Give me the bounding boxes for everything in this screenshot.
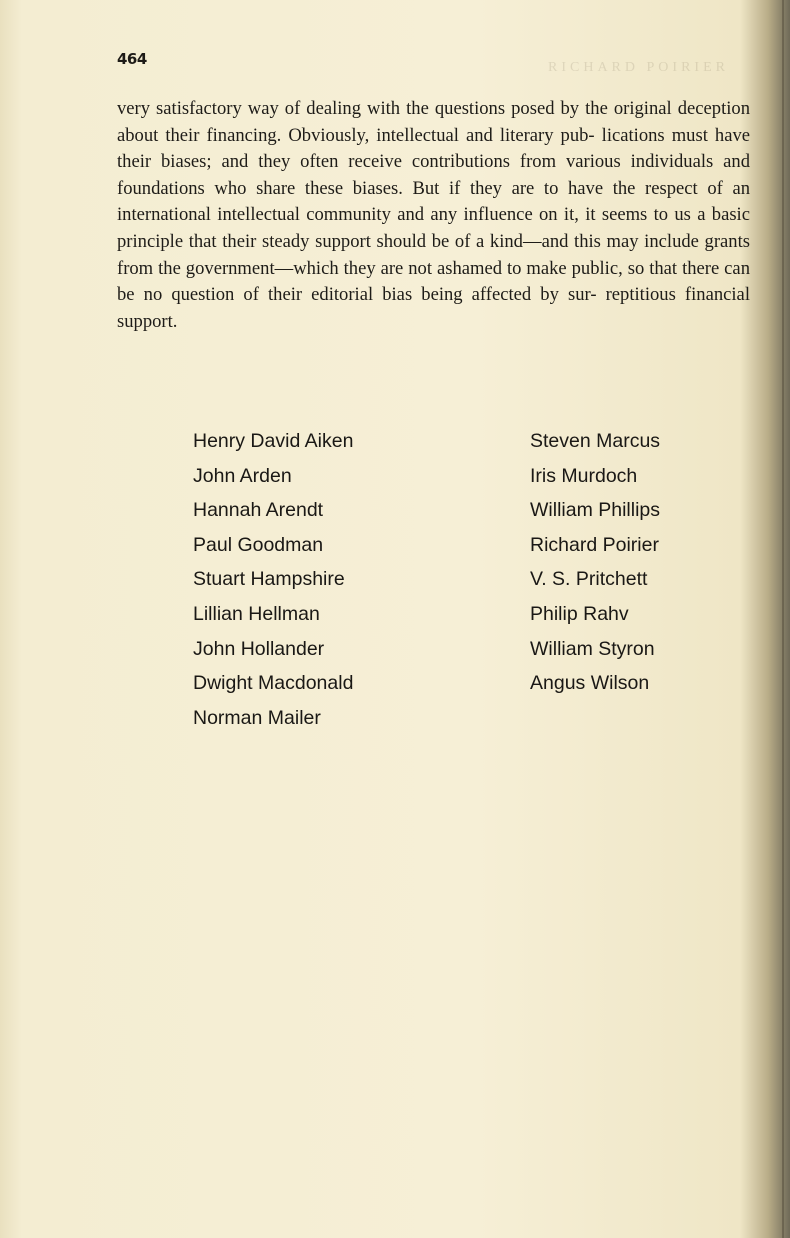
signatory-name: Stuart Hampshire bbox=[193, 568, 345, 591]
signatory-name: Norman Mailer bbox=[193, 706, 321, 729]
signatory-name: Hannah Arendt bbox=[193, 499, 324, 522]
running-head: RICHARD POIRIER bbox=[548, 60, 729, 75]
body-line: reptitious financial support. bbox=[117, 284, 750, 332]
body-line: from various individuals and foundations who share these biases. But if bbox=[117, 151, 750, 199]
body-paragraph bbox=[117, 96, 750, 335]
signatories-list bbox=[193, 424, 713, 754]
page-number: 464 bbox=[117, 50, 147, 68]
body-line: they are to have the respect of an international intellectual community bbox=[117, 177, 750, 226]
body-line: the government—which they are not ashamed to make public, so that bbox=[158, 257, 678, 279]
signatory-name: Steven Marcus bbox=[530, 430, 661, 452]
signatory-name: John Hollander bbox=[193, 637, 325, 660]
page-edge-shadow bbox=[782, 0, 784, 1238]
signatory-name: Paul Goodman bbox=[193, 533, 324, 556]
signatory-name: Richard Poirier bbox=[530, 533, 659, 556]
signatory-name: Philip Rahv bbox=[530, 602, 629, 625]
signatory-name: Dwight Macdonald bbox=[193, 672, 354, 695]
body-line: and any influence on it, it seems to us a basic principle that their bbox=[117, 204, 750, 252]
signatory-name: Angus Wilson bbox=[530, 672, 650, 695]
body-line: deception about their financing. Obviously, intellectual and literary pub- bbox=[117, 98, 751, 146]
signatories-left-column bbox=[193, 424, 353, 735]
signatory-name: V. S. Pritchett bbox=[530, 568, 648, 591]
signatories-right-column bbox=[530, 424, 660, 701]
body-line: lications must have their biases; and they often receive contributions bbox=[117, 124, 751, 173]
signatory-name: John Arden bbox=[193, 464, 292, 487]
body-line: there can be no question of their editorial bias being affected by sur- bbox=[117, 257, 750, 306]
signatory-name: William Styron bbox=[530, 637, 655, 660]
signatory-name: Henry David Aiken bbox=[193, 430, 354, 452]
signatory-name: Iris Murdoch bbox=[530, 464, 638, 487]
body-line: very satisfactory way of dealing with the questions posed by the original bbox=[117, 98, 672, 119]
body-line: steady support should be of a kind—and this may include grants from bbox=[117, 230, 750, 279]
signatory-name: William Phillips bbox=[530, 499, 661, 522]
signatory-name: Lillian Hellman bbox=[193, 602, 320, 625]
